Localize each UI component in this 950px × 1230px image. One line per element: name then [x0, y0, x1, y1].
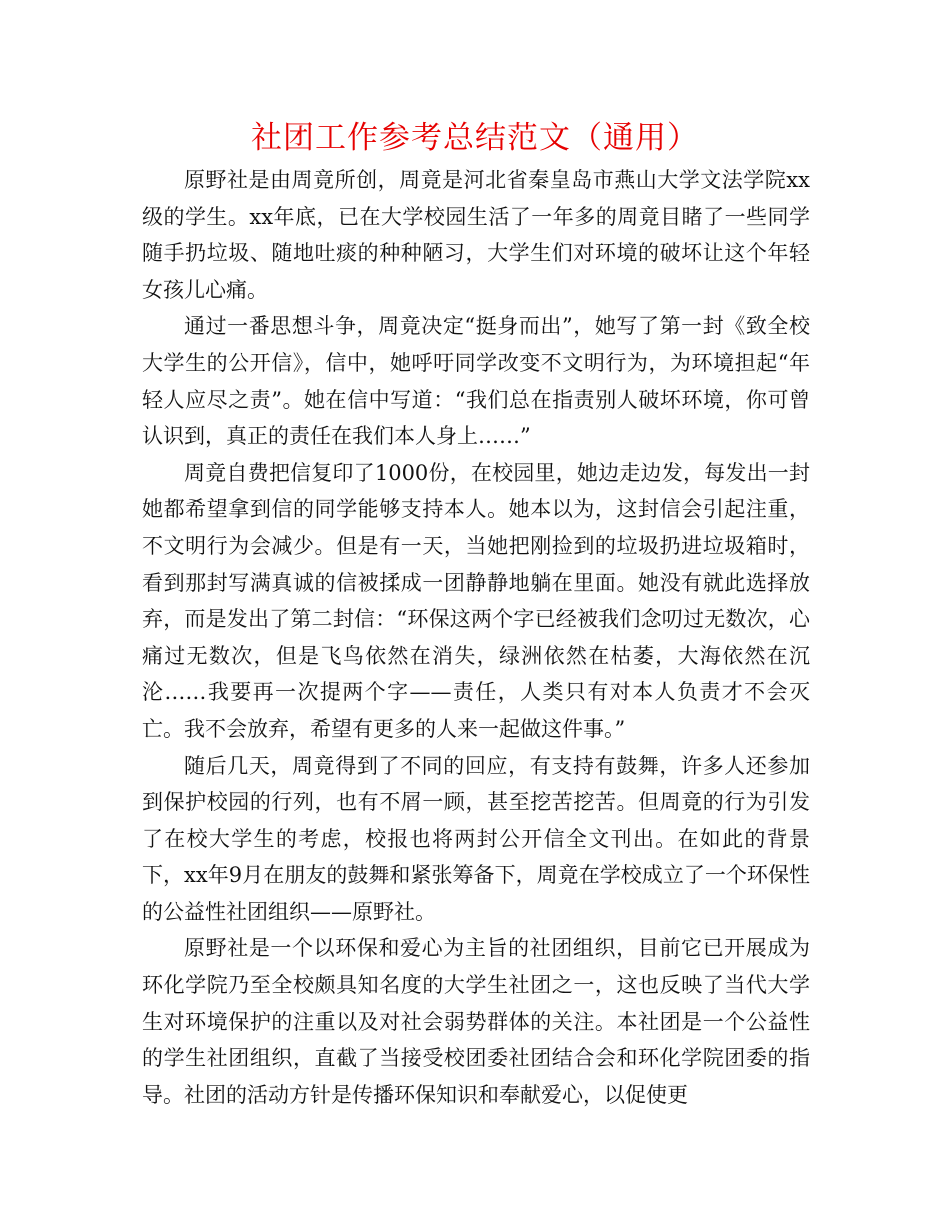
document-body	[142, 162, 810, 1113]
paragraph-1: 原野社是由周竟所创，周竟是河北省秦皇岛市燕山大学文法学院xx级的学生。xx年底，已在大学校园生活了一年多的周竟目睹了一些同学随手扔垃圾、随地吐痰的种种陋习，大学生们对环境的破坏让这个年轻女孩儿心痛。	[142, 168, 810, 302]
paragraph-4: 随后几天，周竟得到了不同的回应，有支持有鼓舞，许多人还参加到保护校园的行列，也有不屑一顾，甚至挖苦挖苦。但周竟的行为引发了在校大学生的考虑，校报也将两封公开信全文刊出。在如此的背景下，xx年9月在朋友的鼓舞和紧张筹备下，周竟在学校成立了一个环保性的公益性社团组织——原野社。	[142, 753, 810, 924]
paragraph-3: 周竟自费把信复印了1000份，在校园里，她边走边发，每发出一封她都希望拿到信的同学能够支持本人。她本以为，这封信会引起注重，不文明行为会减少。但是有一天，当她把刚捡到的垃圾扔进垃圾箱时，看到那封写满真诚的信被揉成一团静静地躺在里面。她没有就此选择放弃，而是发出了第二封信：“环保这两个字已经被我们念叨过无数次，心痛过无数次，但是飞鸟依然在消失，绿洲依然在枯萎，大海依然在沉沦……我要再一次提两个字——责任，人类只有对本人负责才不会灭亡。我不会放弃，希望有更多的人来一起做这件事。”	[142, 460, 810, 741]
paragraph-5: 原野社是一个以环保和爱心为主旨的社团组织，目前它已开展成为环化学院乃至全校颇具知名度的大学生社团之一，这也反映了当代大学生对环境保护的注重以及对社会弱势群体的关注。本社团是一个公益性的学生社团组织，直截了当接受校团委社团结合会和环化学院团委的指导。社团的活动方针是传播环保知识和奉献爱心，以促使更	[142, 936, 810, 1107]
paragraph-2: 通过一番思想斗争，周竟决定“挺身而出”，她写了第一封《致全校大学生的公开信》，信中，她呼吁同学改变不文明行为，为环境担起“年轻人应尽之责”。她在信中写道：“我们总在指责别人破坏环境，你可曾认识到，真正的责任在我们本人身上……”	[142, 314, 810, 449]
document-title: 社团工作参考总结范文（通用）	[251, 120, 699, 156]
